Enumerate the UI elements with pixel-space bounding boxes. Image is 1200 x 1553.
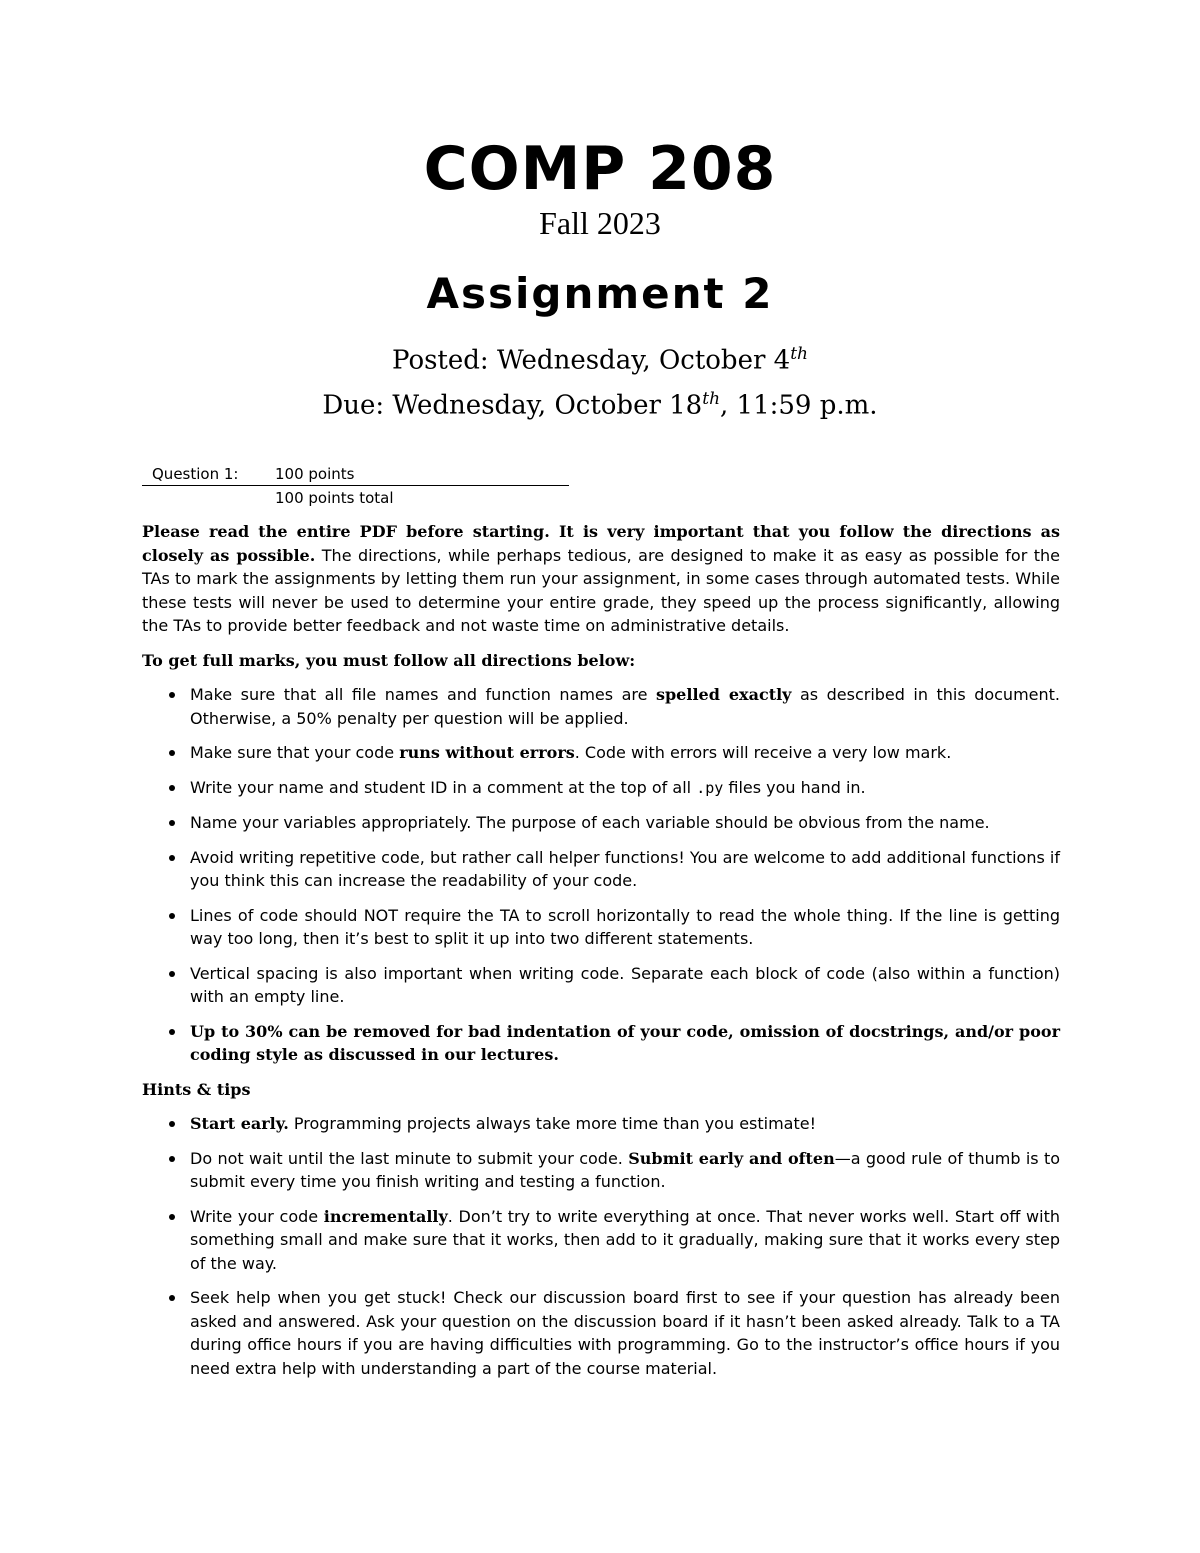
assignment-title: Assignment 2	[426, 269, 774, 318]
due-date: Due: Wednesday, October 18th, 11:59 p.m.	[322, 389, 878, 421]
question-label: Question 1:	[152, 465, 239, 483]
list-item: Lines of code should NOT require the TA to scroll horizontally to read the whole thing. If the line is getting way too long, then it’s best to split it up into two different statements.	[142, 904, 1060, 951]
list-item: Up to 30% can be removed for bad indentation of your code, omission of docstrings, and/or poor coding style as discussed in our lectures.	[142, 1020, 1060, 1067]
hints-heading: Hints & tips	[142, 1079, 251, 1099]
list-item: Write your name and student ID in a comment at the top of all .py files you hand in.	[142, 776, 1060, 801]
directions-list	[142, 683, 1060, 1067]
list-item: Name your variables appropriately. The purpose of each variable should be obvious from the name.	[142, 811, 1060, 835]
points-divider	[142, 485, 569, 486]
assignment-body	[142, 520, 1060, 1391]
hints-list	[142, 1112, 1060, 1380]
list-item: Vertical spacing is also important when writing code. Separate each block of code (also within a function) with an empty line.	[142, 962, 1060, 1009]
list-item: Seek help when you get stuck! Check our discussion board first to see if your question has already been asked and answered. Ask your question on the discussion board if it hasn’t been asked already. Talk to a TA during office hours if you are having difficulties with programming. Go to the instructor’s office hours if you need extra help with understanding a part of the course material.	[142, 1286, 1060, 1380]
list-item: Avoid writing repetitive code, but rather call helper functions! You are welcome to add additional functions if you think this can increase the readability of your code.	[142, 846, 1060, 893]
posted-date: Posted: Wednesday, October 4th	[392, 344, 808, 376]
question-points: 100 points	[275, 465, 355, 483]
points-total: 100 points total	[275, 489, 394, 507]
list-item: Make sure that your code runs without errors. Code with errors will receive a very low mark.	[142, 741, 1060, 765]
term: Fall 2023	[539, 205, 661, 241]
directions-heading: To get full marks, you must follow all directions below:	[142, 650, 636, 670]
list-item: Start early. Programming projects always take more time than you estimate!	[142, 1112, 1060, 1136]
list-item: Do not wait until the last minute to submit your code. Submit early and often—a good rule of thumb is to submit every time you finish writing and testing a function.	[142, 1147, 1060, 1194]
intro-paragraph: Please read the entire PDF before starting. It is very important that you follow the directions as closely as possible. The directions, while perhaps tedious, are designed to make it as easy as possible for the TAs to mark the assignments by letting them run your assignment, in some cases through automated tests. While these tests will never be used to determine your entire grade, they speed up the process significantly, allowing the TAs to provide better feedback and not waste time on administrative details.	[142, 522, 1060, 635]
list-item: Make sure that all file names and function names are spelled exactly as described in this document. Otherwise, a 50% penalty per question will be applied.	[142, 683, 1060, 730]
course-title: COMP 208	[423, 134, 777, 204]
list-item: Write your code incrementally. Don’t try to write everything at once. That never works well. Start off with something small and make sure that it works, then add to it gradually, making sure that it works every step of the way.	[142, 1205, 1060, 1276]
